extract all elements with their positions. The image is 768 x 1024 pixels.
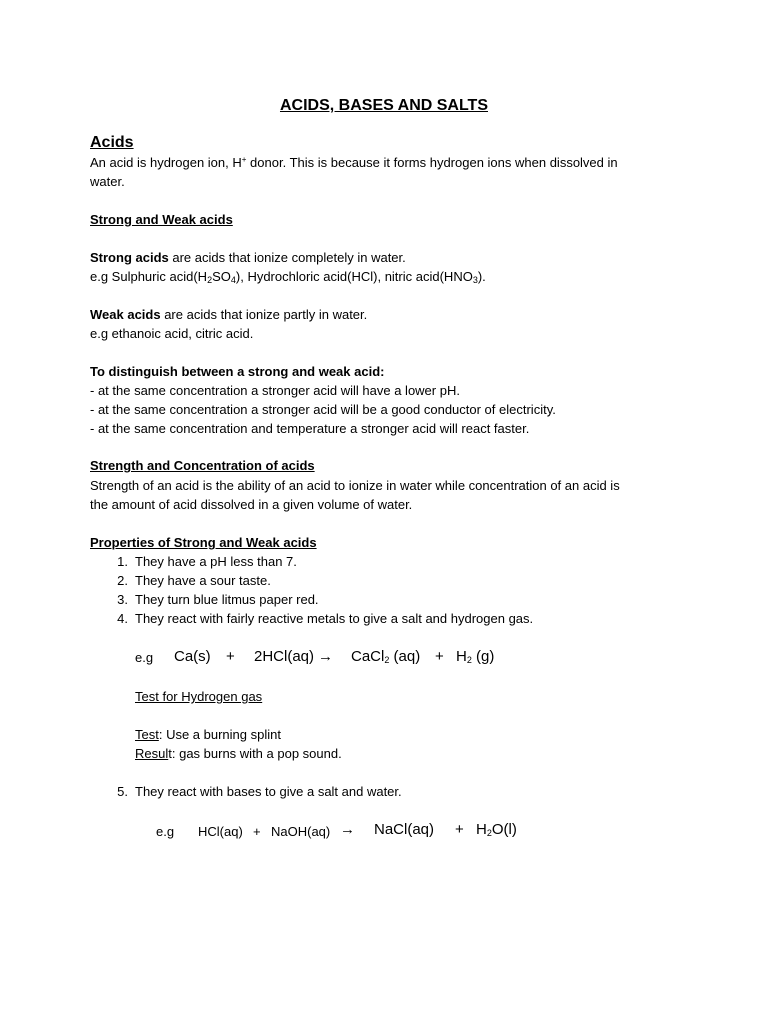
test-hydrogen-heading: Test for Hydrogen gas (135, 689, 263, 704)
text-run: ). (477, 269, 486, 284)
list-item (108, 782, 402, 801)
list-number: 2. (117, 573, 128, 588)
text-run: H (456, 648, 467, 665)
subscript: 4 (230, 275, 236, 285)
list-item (108, 571, 271, 590)
superscript: + (241, 155, 247, 164)
equation-1-reactant-1: Ca(s) (174, 648, 211, 665)
text-run: donor. This is because it forms hydrogen ions when dissolved in (246, 155, 618, 170)
list-text: They react with bases to give a salt and water. (135, 784, 402, 799)
text-run: An acid is hydrogen ion, H (90, 155, 242, 170)
strength-definition-line-1: Strength of an acid is the ability of an acid to ionize in water while concentration of an acid is (90, 478, 620, 493)
equation-2-plus: + (253, 824, 261, 839)
strong-acid-examples (90, 267, 486, 286)
equation-1-arrow: → (318, 648, 333, 665)
test-line (135, 725, 281, 744)
text-run: CaCl (351, 648, 385, 665)
equation-1-eg: e.g (135, 650, 154, 665)
text-run: ), Hydrochloric acid(HCl), nitric acid(HNO (235, 269, 473, 284)
test-text: : Use a burning splint (158, 727, 281, 742)
equation-1-product-1 (351, 647, 420, 667)
result-line (135, 744, 342, 763)
equation-1-plus: + (435, 648, 444, 665)
equation-2-eg: e.g (156, 824, 175, 839)
list-text: They react with fairly reactive metals to give a salt and hydrogen gas. (135, 611, 534, 626)
list-text: They have a sour taste. (135, 573, 271, 588)
list-item (108, 590, 319, 609)
equation-2-product-1: NaCl(aq) (374, 821, 435, 838)
definition: are acids that ionize completely in water. (168, 250, 406, 265)
section-heading-strong-weak: Strong and Weak acids (90, 212, 233, 227)
list-item (108, 552, 297, 571)
definition: are acids that ionize partly in water. (160, 307, 368, 322)
subscript: 2 (486, 828, 492, 838)
list-text: They turn blue litmus paper red. (135, 592, 319, 607)
strong-acid-definition (90, 248, 406, 267)
equation-2-plus: + (455, 821, 464, 838)
equation-2-arrow: → (340, 821, 355, 838)
equation-2-product-2 (476, 820, 517, 840)
section-heading-acids: Acids (90, 134, 134, 151)
subscript: 2 (207, 275, 213, 285)
section-heading-strength-concentration: Strength and Concentration of acids (90, 458, 315, 473)
acid-definition-line-1 (90, 153, 618, 172)
list-number: 5. (117, 784, 128, 799)
list-number: 3. (117, 592, 128, 607)
distinguish-point: - at the same concentration and temperature a stronger acid will react faster. (90, 421, 530, 436)
subscript: 2 (466, 655, 472, 665)
term: Weak acids (90, 307, 161, 322)
equation-1-reactant-2: 2HCl(aq) (254, 648, 315, 665)
text-run: (g) (471, 648, 495, 665)
term: Strong acids (90, 250, 169, 265)
equation-2-reactant-2: NaOH(aq) (271, 824, 331, 839)
result-text: t: gas burns with a pop sound. (168, 746, 342, 761)
weak-acid-examples: e.g ethanoic acid, citric acid. (90, 326, 254, 341)
strength-definition-line-2: the amount of acid dissolved in a given volume of water. (90, 497, 413, 512)
weak-acid-definition (90, 305, 367, 324)
text-run: e.g Sulphuric acid(H (90, 269, 208, 284)
acid-definition-line-2: water. (90, 174, 125, 189)
list-number: 4. (117, 611, 128, 626)
distinguish-heading: To distinguish between a strong and weak acid: (90, 364, 385, 379)
test-label: Test (135, 727, 159, 742)
distinguish-point: - at the same concentration a stronger acid will be a good conductor of electricity. (90, 402, 556, 417)
equation-1-plus: + (226, 648, 235, 665)
equation-2-reactant-1: HCl(aq) (198, 824, 243, 839)
subscript: 2 (384, 655, 390, 665)
text-run: O(l) (491, 821, 517, 838)
section-heading-properties: Properties of Strong and Weak acids (90, 535, 317, 550)
list-text: They have a pH less than 7. (135, 554, 297, 569)
list-item (108, 609, 533, 628)
list-number: 1. (117, 554, 128, 569)
subscript: 3 (472, 275, 478, 285)
result-label: Resul (135, 746, 169, 761)
page-title: ACIDS, BASES AND SALTS (279, 97, 488, 114)
text-run: H (476, 821, 487, 838)
equation-1-product-2 (456, 647, 494, 667)
text-run: (aq) (389, 648, 421, 665)
text-run: SO (212, 269, 231, 284)
distinguish-point: - at the same concentration a stronger acid will have a lower pH. (90, 383, 460, 398)
